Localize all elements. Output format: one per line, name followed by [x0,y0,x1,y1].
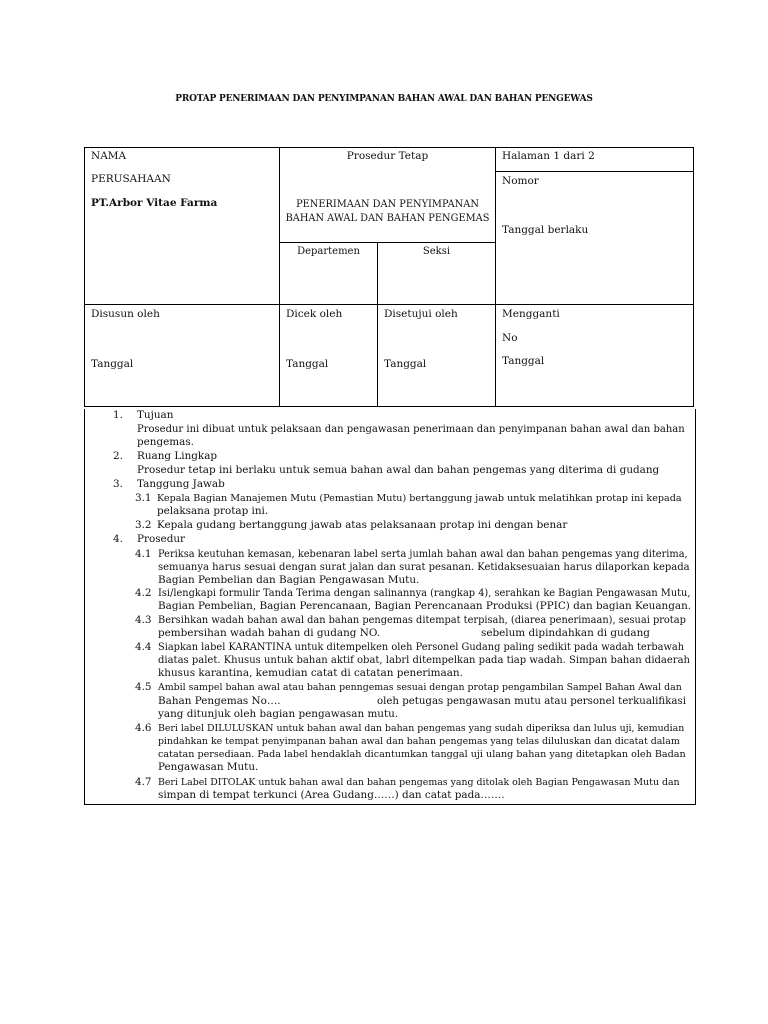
procedure-title-line-2: BAHAN AWAL DAN BAHAN PENGEMAS [285,213,490,224]
mengganti-cell [496,305,694,407]
header-table [84,147,694,407]
section-number: 4. [113,533,123,545]
tanggal-label-3: Tanggal [384,358,427,370]
body-line: Pengawasan Mutu. [158,761,259,773]
body-line: Isi/lengkapi formulir Tanda Terima dengan salinannya (rangkap 4), serahkan ke Bagian Pengawasan Mutu, [158,588,691,599]
tanggal-label-4: Tanggal [502,355,545,367]
body-line: Beri Label DITOLAK untuk bahan awal dan bahan pengemas yang ditolak oleh Bagian Pengawasan Mutu dan [158,777,680,788]
body-line: sebelum dipindahkan di gudang [481,627,650,639]
departemen-cell [280,243,378,305]
item-number: 4.2 [135,587,152,599]
procedure-title-cell [280,148,496,243]
document-title: PROTAP PENERIMAAN DAN PENYIMPANAN BAHAN AWAL DAN BAHAN PENGEWAS [175,94,593,104]
seksi-label: Seksi [422,246,451,257]
item-number: 4.1 [135,548,152,560]
nama-label: NAMA [91,150,127,162]
body-line: Ambil sampel bahan awal atau bahan penngemas sesuai dengan protap pengambilan Sampel Bahan Awal dan [158,682,682,693]
body-line: Kepala gudang bertanggung jawab atas pelaksanaan protap ini dengan benar [157,519,568,531]
nomor-cell [496,172,694,305]
disetujui-cell [378,305,496,407]
item-number: 4.3 [135,614,152,626]
body-line: Beri label DILULUSKAN untuk bahan awal dan bahan pengemas yang sudah diperiksa dan lulus uji, kemudian [158,723,685,734]
body-line: diatas palet. Khusus untuk bahan aktif obat, labrl ditempelkan pada tiap wadah. Simpan bahan didaerah [158,655,690,666]
body-line: Prosedur ini dibuat untuk pelaksaan dan pengawasan penerimaan dan penyimpanan bahan awal dan bahan [137,424,685,435]
item-number: 3.1 [135,492,152,504]
section-number: 2. [113,450,123,462]
body-line: simpan di tempat terkunci (Area Gudang……) dan catat pada……. [158,789,505,801]
disetujui-oleh-label: Disetujui oleh [384,308,458,320]
tanggal-label-2: Tanggal [286,358,329,370]
body-line: yang ditunjuk oleh bagian pengawasan mutu. [158,708,399,720]
section-number: 3. [113,478,123,490]
item-number: 4.7 [135,776,152,788]
body-line: oleh petugas pengawasan mutu atau personel terkualifikasi [377,696,686,707]
procedure-body [84,409,696,805]
departemen-label: Departemen [297,246,360,257]
dicek-cell [280,305,378,407]
company-name: PT.Arbor Vitae Farma [91,197,218,209]
body-line: pelaksana protap ini. [157,505,269,517]
section-heading: Tanggung Jawab [137,478,225,490]
company-cell [85,148,280,305]
body-line: Bagian Pembelian dan Bagian Pengawasan Mutu. [158,574,420,586]
item-number: 3.2 [135,519,152,531]
section-heading: Ruang Lingkap [137,450,218,462]
mengganti-label: Mengganti [502,308,560,320]
body-line: Bersihkan wadah bahan awal dan bahan pengemas ditempat terpisah, (diarea penerimaan), sesuai protap [158,615,686,626]
nomor-label: Nomor [502,175,539,187]
body-line: Kepala Bagian Manajemen Mutu (Pemastian Mutu) bertanggung jawab untuk melatihkan protap ini kepada [157,493,682,504]
procedure-title-line-1: PENERIMAAN DAN PENYIMPANAN [296,199,479,210]
body-line: khusus karantina, kemudian catat di catatan penerimaan. [158,667,463,679]
disusun-oleh-label: Disusun oleh [91,308,160,320]
body-line: Bagian Pembelian, Bagian Perencanaan, Bagian Perencanaan Produksi (PPIC) dan bagian Keuangan. [158,600,692,612]
body-line: Bahan Pengemas No…. [158,695,281,707]
item-number: 4.6 [135,722,152,734]
body-line: pindahkan ke tempat penyimpanan bahan awal dan bahan pengemas yang telas diluluskan dan dicatat dalam [158,736,680,747]
seksi-cell [378,243,496,305]
disusun-cell [85,305,280,407]
no-label: No [502,332,518,344]
section-heading: Tujuan [137,409,174,421]
body-line: semuanya harus sesuai dengan surat jalan dan surat pesanan. Ketidaksesuaian harus dilaporkan kepada [158,562,690,573]
body-line: pengemas. [137,436,194,448]
section-number: 1. [113,409,123,421]
body-line: Periksa keutuhan kemasan, kebenaran label serta jumlah bahan awal dan bahan pengemas yang diterima, [158,549,688,560]
body-line: Siapkan label KARANTINA untuk ditempelken oleh Personel Gudang paling sedikit pada wadah terbawah [158,642,685,653]
dicek-oleh-label: Dicek oleh [286,308,343,320]
tanggal-berlaku-label: Tanggal berlaku [502,224,589,236]
page-number-cell [496,148,694,172]
section-heading: Prosedur [137,533,186,545]
page-number: Halaman 1 dari 2 [502,150,595,162]
body-line: pembersihan wadah bahan di gudang NO. [158,627,381,639]
item-number: 4.4 [135,641,152,653]
body-line: Prosedur tetap ini berlaku untuk semua bahan awal dan bahan pengemas yang diterima di gudang [137,464,660,476]
tanggal-label-1: Tanggal [91,358,134,370]
prosedur-tetap-label: Prosedur Tetap [346,150,429,162]
perusahaan-label: PERUSAHAAN [91,173,171,185]
body-line: catatan persediaan. Pada label hendaklah dicantumkan tanggal uji ulang bahan yang ditetapkan oleh Badan [158,749,686,760]
item-number: 4.5 [135,681,152,693]
